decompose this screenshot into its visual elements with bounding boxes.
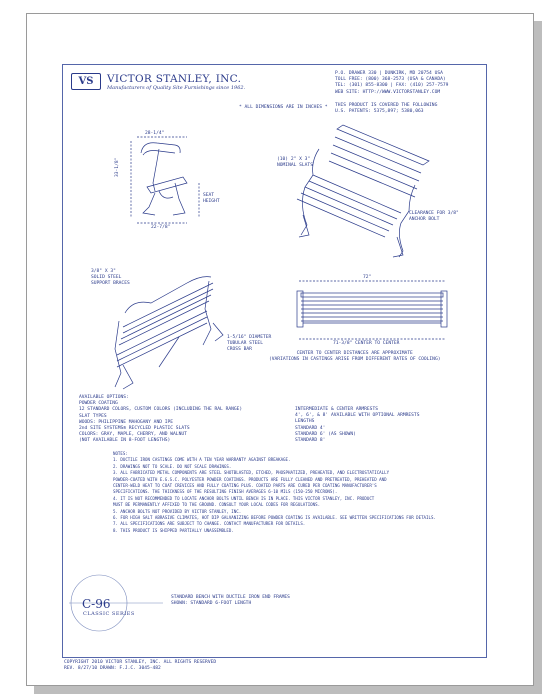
revision-text: REV. 8/27/10 DRAWN: F.J.C. 3045-482 — [64, 666, 161, 672]
option-line: 12 STANDARD COLORS, CUSTOM COLORS (INCLUDING THE RAL RANGE) — [79, 407, 243, 413]
model-number: C-96 — [82, 597, 111, 611]
copyright-text: COPYRIGHT 2010 VICTOR STANLEY, INC. ALL RIGHTS RESERVED — [64, 660, 217, 665]
company-name: VICTOR STANLEY, INC. — [107, 73, 242, 85]
note-line: 8. THIS PRODUCT IS SHIPPED PARTIALLY UNASSEMBLED. — [113, 527, 234, 533]
note-line: 3. ALL FABRICATED METAL COMPONENTS ARE STEEL SHOTBLASTED, ETCHED, PHOSPHATIZED, PREHEATED, AND ELECTROSTATICALLY — [113, 470, 390, 476]
dimensions-note: * ALL DIMENSIONS ARE IN INCHES * — [239, 105, 328, 110]
option-line: LENGTHS — [295, 419, 315, 425]
support-line: SUPPORT BRACES — [91, 281, 130, 287]
contact-line: WEB SITE: HTTP://WWW.VICTORSTANLEY.COM — [335, 89, 441, 95]
armrest-lengths-options — [295, 407, 419, 444]
center-note-line: (VARIATIONS IN CASTINGS ARISE FROM DIFFERENT RATES OF COOLING) — [269, 357, 441, 363]
title-frame — [62, 64, 487, 658]
crossbar-line: TUBULAR STEEL — [227, 341, 263, 347]
option-line: STANDARD 8' — [295, 438, 326, 444]
anchor-line: ANCHOR BOLT — [409, 217, 440, 223]
anchor-label — [409, 211, 459, 223]
company-tagline: Manufacturers of Quality Site Furnishings since 1962. — [107, 85, 246, 91]
series-name: CLASSIC SERIES — [83, 611, 135, 617]
patent-line: THIS PRODUCT IS COVERED THE FOLLOWING — [335, 103, 438, 108]
note-line: 7. ALL SPECIFICATIONS ARE SUBJECT TO CHANGE. CONTACT MANUFACTURER FOR DETAILS. — [113, 521, 306, 527]
slats-line: NOMINAL SLATS — [277, 163, 313, 169]
seat-height-line: SEAT — [203, 193, 215, 198]
support-braces-label — [91, 269, 130, 288]
note-line: 1. DUCTILE IRON CASTINGS COME WITH A TEN YEAR WARRANTY AGAINST BREAKAGE. — [113, 457, 291, 463]
crossbar-label — [227, 335, 271, 354]
center-note-line: CENTER TO CENTER DISTANCES ARE APPROXIMATE — [296, 351, 413, 356]
option-line: COLORS: GRAY, MAPLE, CHERRY, AND WALNUT — [79, 432, 187, 438]
option-line: POWDER COATING — [79, 401, 118, 407]
available-options — [79, 395, 242, 445]
support-line: SOLID STEEL — [91, 275, 122, 281]
center-dimension: 71-3/8" CENTER TO CENTER — [333, 341, 400, 346]
seat-height-line: HEIGHT — [203, 199, 220, 205]
notes-block — [113, 451, 436, 534]
note-line: 5. ANCHOR BOLTS NOT PROVIDED BY VICTOR STANLEY, INC. — [113, 508, 242, 514]
center-note — [269, 351, 440, 363]
side-view-drawing — [131, 137, 199, 223]
height-dimension: 33-1/8" — [115, 157, 120, 177]
crossbar-line: 1-5/16" DIAMETER — [227, 335, 272, 340]
note-line: 6. FOR HIGH SALT ABRASIVE CLIMATES, HOT DIP GALVANIZING BEFORE POWDER COATING IS AVAILABLE. SEE WRITTEN SPECIFICATIONS FOR DETAILS. — [113, 515, 436, 521]
patent-line: U.S. PATENTS: 5375,897; 5380,063 — [335, 109, 424, 115]
option-line: (NOT AVAILABLE IN 8-FOOT LENGTHS) — [79, 438, 171, 444]
option-line: AVAILABLE OPTIONS: — [79, 395, 129, 400]
width-dimension: 28-1/4" — [145, 131, 165, 136]
title-desc-line: STANDARD BENCH WITH DUCTILE IRON END FRAMES — [171, 595, 290, 600]
option-line: WOODS: PHILIPPINE MAHOGANY AND IPE — [79, 419, 174, 425]
title-desc-line: SHOWN: STANDARD 6-FOOT LENGTH — [171, 601, 252, 607]
slats-line: (10) 2" X 3" — [277, 157, 311, 162]
crossbar-line: CROSS BAR — [227, 347, 252, 353]
note-line: CENTER-WELD HEAT TO COAT CREVICES AND FULLY COATING PLUS. COATED PARTS ARE CURED PER COATING MANUFACTURER'S — [113, 483, 377, 489]
note-line: MUST BE PERMANENTLY AFFIXED TO THE GROUND. CONSULT YOUR LOCAL CODES FOR REGULATIONS. — [113, 502, 321, 508]
option-line: 2nd SITE SYSTEMS® RECYCLED PLASTIC SLATS — [79, 426, 190, 432]
contact-line: P.O. DRAWER 330 | DUNKIRK, MD 20754 USA — [335, 71, 443, 76]
support-line: 3/8" X 3" — [91, 269, 116, 274]
option-line: STANDARD 4' — [295, 425, 326, 431]
front-width-dimension: 72" — [363, 275, 372, 280]
contact-line: TOLL FREE: (800) 368-2573 (USA & CANADA) — [335, 77, 446, 83]
note-line: SPECIFICATIONS. THE THICKNESS OF THE RESULTING FINISH AVERAGES 6-10 MILS (150-250 MICRONS). — [113, 489, 338, 495]
note-line: NOTES: — [113, 451, 128, 456]
option-line: SLAT TYPES — [79, 413, 107, 419]
note-line: 4. IT IS NOT RECOMMENDED TO LOCATE ANCHOR BOLTS UNTIL BENCH IS IN PLACE. THIS VICTOR STANLEY, INC. PRODUCT — [113, 495, 375, 501]
slats-label — [277, 157, 313, 169]
depth-dimension: 22-7/8" — [151, 225, 171, 230]
footer-block — [64, 660, 216, 672]
title-description — [171, 595, 290, 607]
contact-line: TEL: (301) 855-8300 | FAX: (410) 257-7579 — [335, 83, 449, 89]
isometric-view-drawing — [297, 125, 429, 257]
seat-height-label — [203, 193, 220, 205]
option-line: 4', 6', & 8' AVAILABLE WITH OPTIONAL ARMRESTS — [295, 413, 420, 419]
anchor-line: CLEARANCE FOR 3/8" — [409, 211, 459, 216]
angled-view-drawing — [115, 277, 223, 389]
option-line: STANDARD 6' (AS SHOWN) — [295, 431, 356, 437]
note-line: 2. DRAWINGS NOT TO SCALE. DO NOT SCALE DRAWINGS. — [113, 463, 232, 469]
note-line: POWDER-COATED WITH E.G.S.C. POLYESTER POWDER COATINGS. PRODUCTS ARE FULLY CLEANED AND PRETREATED, PREHEATED AND — [113, 476, 387, 482]
vs-logo: VS — [71, 73, 101, 90]
option-line: INTERMEDIATE & CENTER ARMRESTS — [295, 407, 378, 412]
front-view-drawing — [297, 281, 447, 339]
